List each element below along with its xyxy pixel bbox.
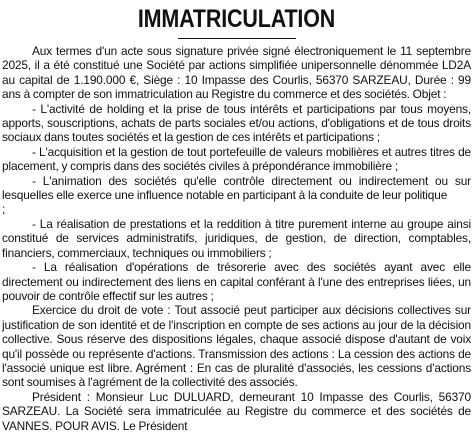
object-item-animation-end: ; — [2, 202, 6, 217]
object-item-animation: - L'animation des sociétés qu'elle contrôle directement ou indirectement ou sur lesquelles elle exerce une influence notable en participant à la conduite de leur politique — [2, 173, 471, 203]
intro-paragraph: Aux termes d'un acte sous signature privée signé électroniquement le 11 septembre 2025, il a été constitué une Société par actions simplifiée unipersonnelle dénommée LD2A au capital de 1.190.000 €, Siège : 10 Impasse des Courlis, 56370 SARZEAU, Durée : 99 ans à compter de son immatriculation au Registre du commerce et des sociétés. Objet : — [2, 44, 471, 102]
object-item-treasury: - La réalisation d'opérations de trésorerie avec des sociétés ayant avec elle directement ou indirectement des liens en capital conférant à l'une des entreprises liées, un pouvoir de contrôle effectif sur les autres ; — [2, 260, 471, 303]
president-paragraph: Président : Monsieur Luc DULUARD, demeurant 10 Impasse des Courlis, 56370 SARZEAU. La Société sera immatriculée au Registre du commerce et des sociétés de VANNES. POUR AVIS. Le Président — [2, 389, 471, 433]
object-item-portfolio: - L'acquisition et la gestion de tout portefeuille de valeurs mobilières et autres titres de placement, y compris dans des sociétés civiles à prépondérance immobilière ; — [2, 144, 471, 174]
notice-body — [2, 44, 471, 433]
object-item-holding: - L'activité de holding et la prise de tous intérêts et participations par tous moyens, apports, souscriptions, achats de parts sociales et/ou actions, d'obligations et de tous droits sociaux dans toutes sociétés et la gestion de ces intérêts et participations ; — [2, 101, 471, 145]
notice-title: IMMATRICULATION — [137, 5, 336, 33]
voting-rights-paragraph: Exercice du droit de vote : Tout associé peut participer aux décisions collectives sur justification de son identité et de l'inscription en compte de ses actions au jour de la décision collective. Sous réserve des dispositions légales, chaque associé dispose d'autant de voix qu'il possède ou représente d'actions. Transmission des actions : La cession des actions de l'associé unique est libre. Agrément : En cas de pluralité d'associés, les cessions d'actions sont soumises à l'agrément de la collectivité des associés. — [2, 303, 471, 390]
object-item-services: - La réalisation de prestations et la reddition à titre purement interne au groupe ainsi constitué de services administratifs, juridiques, de gestion, de direction, comptables, financiers, commerciaux, techniques ou immobiliers ; — [2, 216, 471, 260]
title-divider — [178, 38, 296, 39]
